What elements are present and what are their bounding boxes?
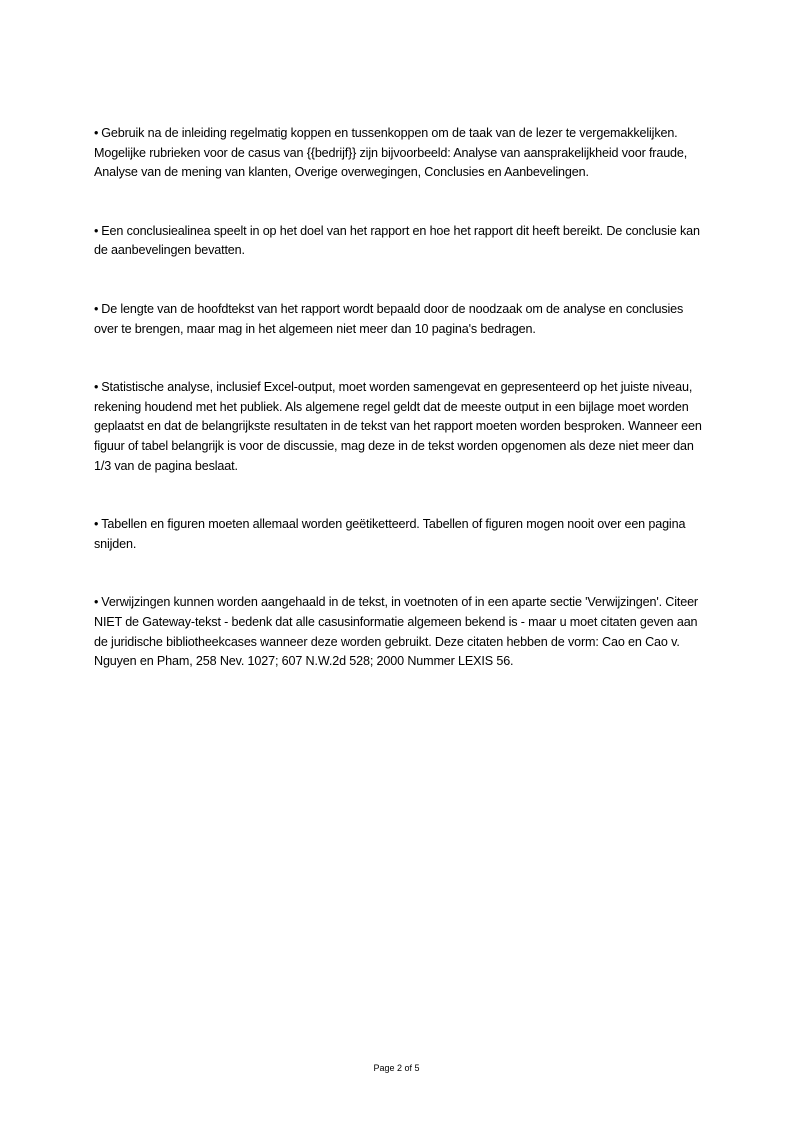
body-text <box>94 124 702 711</box>
bullet-paragraph-2 <box>94 222 702 261</box>
bullet-paragraph-4 <box>94 378 702 476</box>
bullet-mark: • <box>94 126 99 140</box>
bullet-mark: • <box>94 223 99 238</box>
bullet-mark: • <box>94 595 99 610</box>
paragraph-text: Tabellen en figuren moeten allemaal worden geëtiketteerd. Tabellen of figuren mogen nooit over een pagina snijden. <box>94 517 686 551</box>
page-number: Page 2 of 5 <box>373 1063 420 1073</box>
paragraph-text: Verwijzingen kunnen worden aangehaald in de tekst, in voetnoten of in een aparte sectie 'Verwijzingen'. Citeer NIET de Gateway-tekst - bedenk dat alle casusinformatie algemeen bekend is - maar u moet citaten geven aan de juridische bibliotheekcases wanneer deze worden gebruikt. Deze citaten hebben de vorm: Cao en Cao v. Nguyen en Pham, 258 Nev. 1027; 607 N.W.2d 528; 2000 Nummer LEXIS 56. <box>94 595 698 669</box>
bullet-mark: • <box>94 301 99 316</box>
bullet-mark: • <box>94 517 99 532</box>
page-footer <box>0 1062 793 1074</box>
bullet-paragraph-5 <box>94 515 702 554</box>
paragraph-text: Gebruik na de inleiding regelmatig koppen en tussenkoppen om de taak van de lezer te vergemakkelijken. Mogelijke rubrieken voor de casus van {{bedrijf}} zijn bijvoorbeeld: Analyse van aansprakelijkheid voor fraude, Analyse van de mening van klanten, Overige overwegingen, Conclusies en Aanbevelingen. <box>94 126 688 180</box>
paragraph-text: De lengte van de hoofdtekst van het rapport wordt bepaald door de noodzaak om de analyse en conclusies over te brengen, maar mag in het algemeen niet meer dan 10 pagina's bedragen. <box>94 301 684 336</box>
bullet-paragraph-6 <box>94 593 702 671</box>
paragraph-text: Een conclusiealinea speelt in op het doel van het rapport en hoe het rapport dit heeft bereikt. De conclusie kan de aanbevelingen bevatten. <box>94 223 700 258</box>
bullet-mark: • <box>94 380 99 395</box>
paragraph-text: Statistische analyse, inclusief Excel-output, moet worden samengevat en gepresenteerd op het juiste niveau, rekening houdend met het publiek. Als algemene regel geldt dat de meeste output in een bijlage moet worden geplaatst en dat de belangrijkste resultaten in de tekst van het rapport moeten worden besproken. Wanneer een figuur of tabel belangrijk is voor de discussie, mag deze in de tekst worden opgenomen als deze niet meer dan 1/3 van de pagina beslaat. <box>94 380 702 473</box>
bullet-paragraph-3 <box>94 300 702 339</box>
bullet-paragraph-1 <box>94 124 702 183</box>
